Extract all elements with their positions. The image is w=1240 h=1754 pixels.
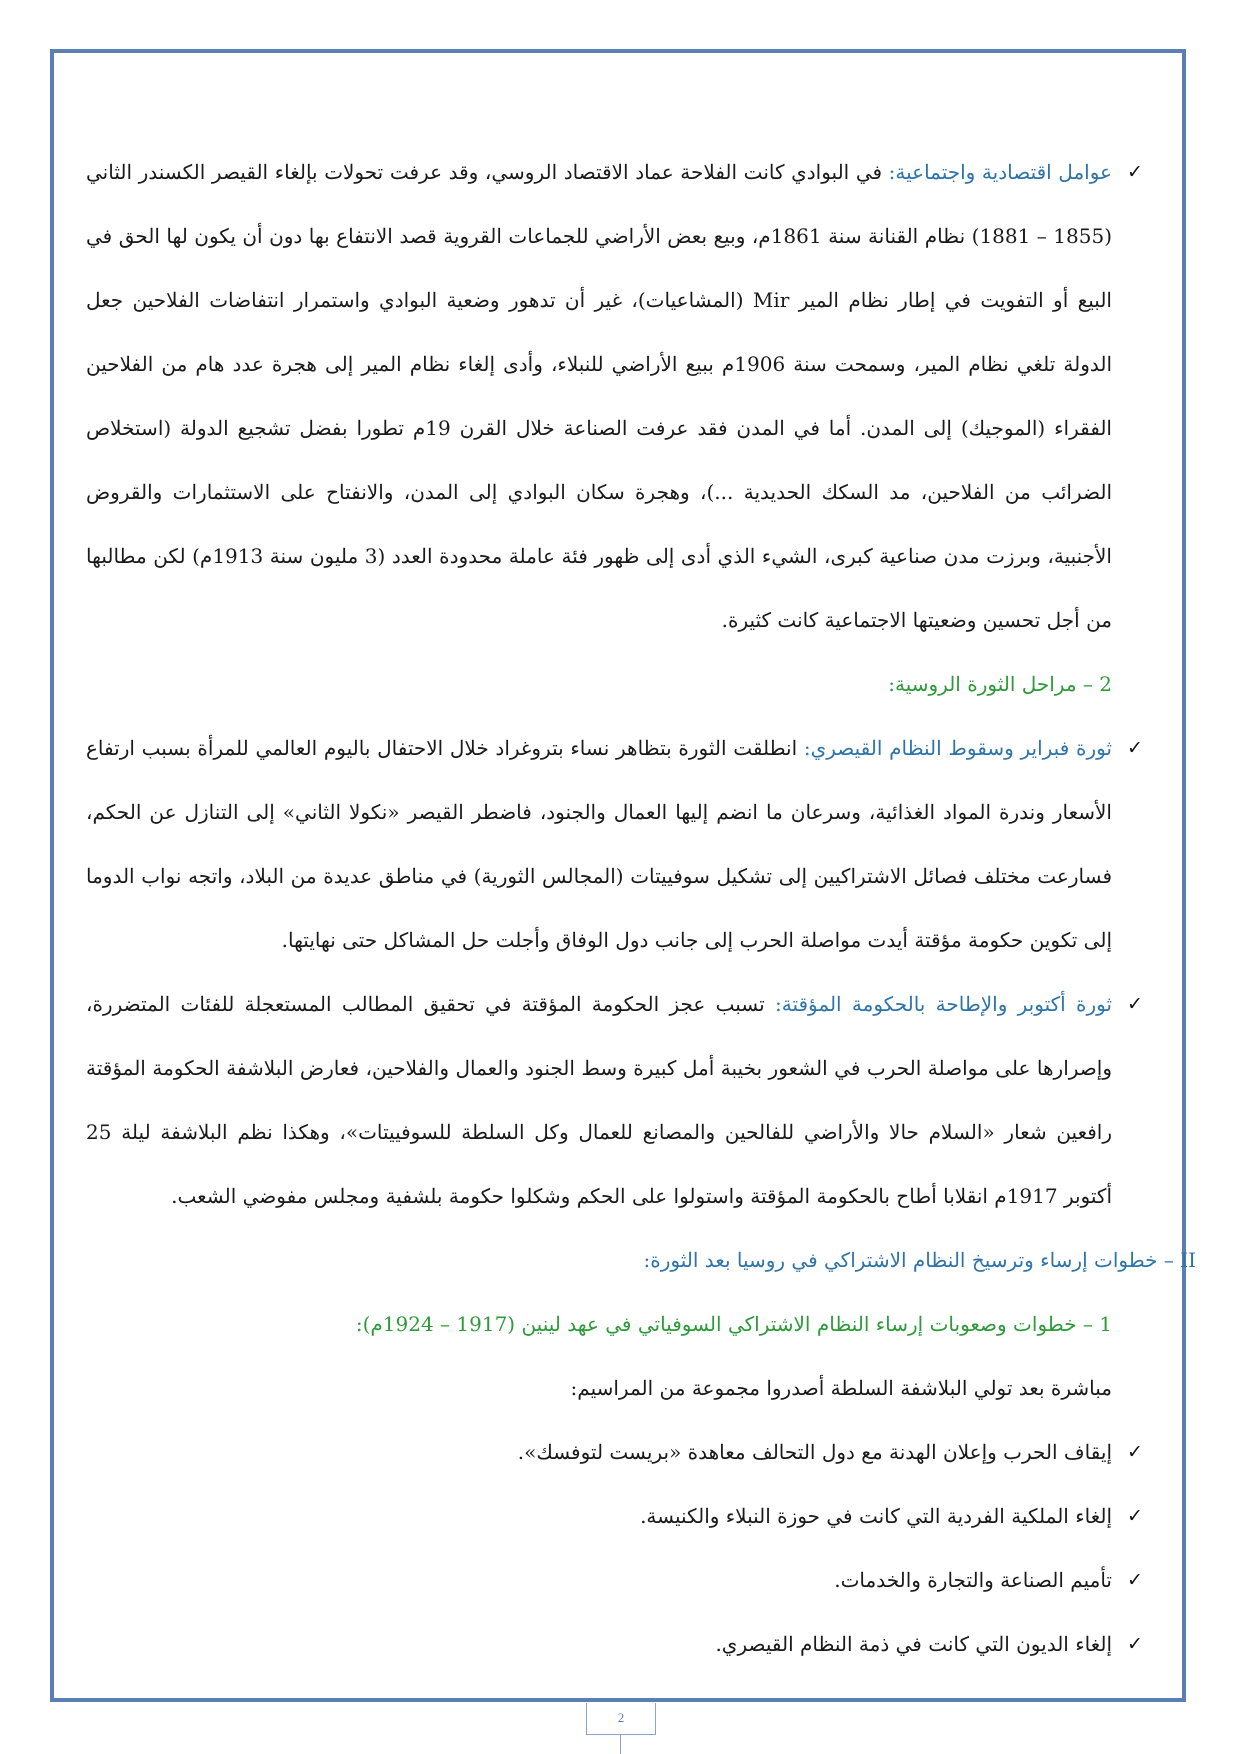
check-mark-icon: ✓ [1127, 1569, 1143, 1591]
check-mark-icon: ✓ [1127, 1441, 1143, 1463]
bullet-economic-factors [86, 140, 1146, 652]
decree-item [86, 1484, 1146, 1548]
part-heading-socialist-system: II – خطوات إرساء وترسيخ النظام الاشتراكي في روسيا بعد الثورة: [643, 1248, 1196, 1272]
page-number-connector [620, 1735, 621, 1754]
bullet-lead: ثورة فبراير وسقوط النظام القيصري: [803, 736, 1112, 760]
check-mark-icon: ✓ [1127, 737, 1143, 759]
bullet-october-revolution [86, 972, 1146, 1228]
document-body [86, 140, 1196, 1676]
decree-text: إلغاء الملكية الفردية التي كانت في حوزة النبلاء والكنيسة. [640, 1504, 1112, 1528]
bullet-february-revolution [86, 716, 1146, 972]
bullet-text: في البوادي كانت الفلاحة عماد الاقتصاد الروسي، وقد عرفت تحولات بإلغاء القيصر الكسندر الثاني (1855 – 1881) نظام القنانة سنة 1861م، وبيع بعض الأراضي للجماعات القروية قصد الانتفاع بها دون أن يكون لها الحق في البيع أو التفويت في إطار نظام المير Mir (المشاعيات)، غير أن تدهور وضعية البوادي واستمرار انتفاضات الفلاحين جعل الدولة تلغي نظام المير، وسمحت سنة 1906م ببيع الأراضي للنبلاء، وأدى إلغاء نظام المير إلى هجرة عدد هام من الفلاحين الفقراء (الموجيك) إلى المدن. أما في المدن فقد عرفت الصناعة خلال القرن 19م تطورا بفضل تشجيع الدولة (استخلاص الضرائب من الفلاحين، مد السكك الحديدية ...)، وهجرة سكان البوادي إلى المدن، والانفتاح على الاستثمارات والقروض الأجنبية، وبرزت مدن صناعية كبرى، الشيء الذي أدى إلى ظهور فئة عاملة محدودة العدد (3 مليون سنة 1913م) لكن مطالبها من أجل تحسين وضعيتها الاجتماعية كانت كثيرة. [86, 160, 1113, 632]
check-mark-icon: ✓ [1127, 161, 1143, 183]
bullet-text: انطلقت الثورة بتظاهر نساء بتروغراد خلال الاحتفال باليوم العالمي للمرأة بسبب ارتفاع الأسعار وندرة المواد الغذائية، وسرعان ما انضم إليها العمال والجنود، فاضطر القيصر «نكولا الثاني» إلى التنازل عن الحكم، فسارعت مختلف فصائل الاشتراكيين إلى تشكيل سوفييتات (المجالس الثورية) في مناطق عديدة من البلاد، واتجه نواب الدوما إلى تكوين حكومة مؤقتة أيدت مواصلة الحرب إلى جانب دول الوفاق وأجلت حل المشاكل حتى نهايتها. [86, 736, 1112, 952]
bullet-lead: ثورة أكتوبر والإطاحة بالحكومة المؤقتة: [775, 992, 1113, 1016]
section-heading-revolution-stages: 2 – مراحل الثورة الروسية: [888, 672, 1112, 696]
check-mark-icon: ✓ [1127, 1505, 1143, 1527]
bullet-text: تسبب عجز الحكومة المؤقتة في تحقيق المطالب المستعجلة للفئات المتضررة، وإصرارها على مواصلة الحرب في الشعور بخيبة أمل كبيرة وسط الجنود والعمال والفلاحين، فعارض البلاشفة الحكومة المؤقتة رافعين شعار «السلام حالا والأراضي للفالحين والمصانع للعمال وكل السلطة للسوفييتات»، وهكذا نظم البلاشفة ليلة 25 أكتوبر 1917م انقلابا أطاح بالحكومة المؤقتة واستولوا على الحكم وشكلوا حكومة بلشفية ومجلس مفوضي الشعب. [86, 992, 1112, 1208]
check-mark-icon: ✓ [1127, 1633, 1143, 1655]
decree-item [86, 1612, 1146, 1676]
decree-text: إيقاف الحرب وإعلان الهدنة مع دول التحالف معاهدة «بريست لتوفسك». [517, 1440, 1112, 1464]
subsection-heading-lenin-era: 1 – خطوات وصعوبات إرساء النظام الاشتراكي السوفياتي في عهد لينين (1917 – 1924م): [355, 1312, 1112, 1336]
check-mark-icon: ✓ [1127, 993, 1143, 1015]
decree-text: إلغاء الديون التي كانت في ذمة النظام القيصري. [715, 1632, 1112, 1656]
decree-item [86, 1548, 1146, 1612]
page-number: 2 [586, 1703, 656, 1735]
decrees-intro: مباشرة بعد تولي البلاشفة السلطة أصدروا مجموعة من المراسيم: [570, 1376, 1112, 1400]
decree-item [86, 1420, 1146, 1484]
decree-text: تأميم الصناعة والتجارة والخدمات. [834, 1568, 1112, 1592]
bullet-lead: عوامل اقتصادية واجتماعية: [888, 160, 1112, 184]
